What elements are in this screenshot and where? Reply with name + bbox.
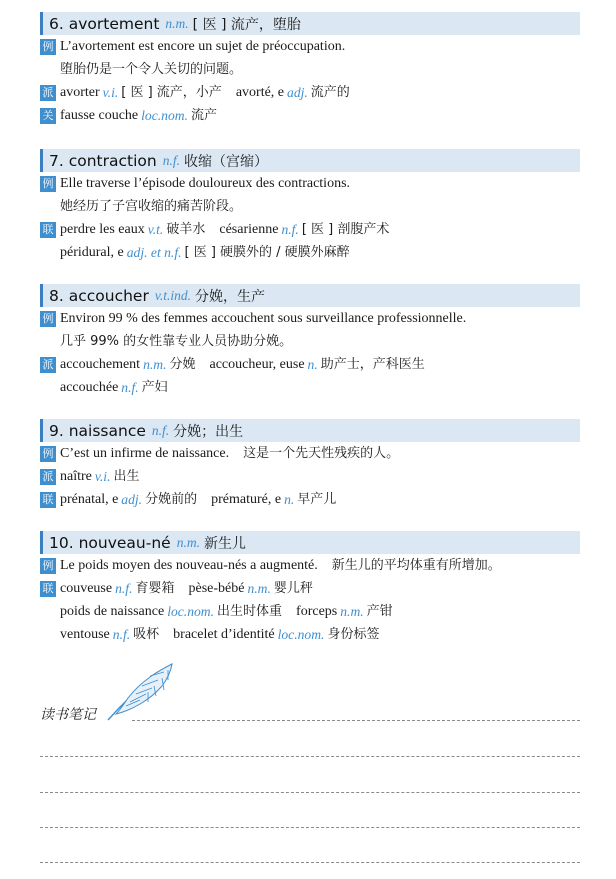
grammar-label: n.f. bbox=[112, 626, 131, 642]
grammar-label: loc.nom. bbox=[167, 603, 215, 619]
notes-line bbox=[40, 792, 580, 793]
chinese-text: 产妇 bbox=[141, 380, 168, 395]
entry-line bbox=[40, 195, 580, 218]
entry-line bbox=[40, 353, 580, 376]
line-tag: 例 bbox=[40, 558, 56, 574]
headword: 8. accoucher bbox=[49, 286, 149, 305]
grammar-label: n. bbox=[307, 356, 318, 372]
entry-header bbox=[40, 12, 580, 35]
entry-header bbox=[40, 284, 580, 307]
line-tag: 联 bbox=[40, 581, 56, 597]
entry-line bbox=[40, 307, 580, 330]
chinese-text: 破羊水 bbox=[166, 222, 206, 237]
grammar-label: v.i. bbox=[94, 468, 111, 484]
french-text: Environ 99 % des femmes accouchent sous surveillance professionnelle. bbox=[60, 310, 467, 326]
chinese-text: 分娩 bbox=[169, 357, 196, 372]
chinese-text: [ 医 ] 硬膜外的 / 硬膜外麻醉 bbox=[184, 245, 350, 260]
french-text: prénatal, e bbox=[60, 491, 119, 507]
chinese-text: 流产 bbox=[190, 108, 217, 123]
definition: [ 医 ] 流产，堕胎 bbox=[192, 16, 301, 33]
grammar-label: loc.nom. bbox=[141, 107, 188, 123]
entry-header bbox=[40, 419, 580, 442]
grammar-label: n.f. bbox=[115, 580, 133, 596]
grammar-label: n. bbox=[284, 491, 295, 507]
headword: 7. contraction bbox=[49, 151, 157, 170]
entry-line bbox=[40, 35, 580, 58]
chinese-text: 身份标签 bbox=[327, 627, 380, 642]
french-text: Elle traverse l’épisode douloureux des contractions. bbox=[60, 175, 351, 191]
headword: 10. nouveau-né bbox=[49, 533, 171, 552]
entry-line bbox=[40, 376, 580, 399]
french-text: couveuse bbox=[60, 580, 113, 596]
french-text: avorté, e bbox=[235, 84, 285, 100]
line-tag: 派 bbox=[40, 357, 56, 373]
grammar-label: adj. bbox=[287, 84, 308, 100]
chinese-text: 堕胎仍是一个令人关切的问题。 bbox=[60, 62, 243, 77]
entry-line bbox=[40, 442, 580, 465]
chinese-text: 育婴箱 bbox=[135, 581, 175, 596]
french-text: L’avortement est encore un sujet de préoccupation. bbox=[60, 38, 346, 54]
line-tag: 例 bbox=[40, 176, 56, 192]
notes-line bbox=[40, 756, 580, 757]
notes-line bbox=[40, 827, 580, 828]
chinese-text: 助产士，产科医生 bbox=[320, 357, 425, 372]
entry-header bbox=[40, 149, 580, 172]
french-text: accouchement bbox=[60, 356, 141, 372]
entry-line bbox=[40, 58, 580, 81]
french-text: fausse couche bbox=[60, 107, 139, 123]
definition: 收缩（宫缩） bbox=[183, 153, 268, 170]
french-text: Le poids moyen des nouveau-nés a augmenté. bbox=[60, 557, 318, 573]
french-text: avorter bbox=[60, 84, 100, 100]
entry-line bbox=[40, 465, 580, 488]
chinese-text: 几乎 99% 的女性靠专业人员协助分娩。 bbox=[60, 334, 293, 349]
part-of-speech: n.f. bbox=[151, 422, 170, 438]
chinese-text: [ 医 ] 流产，小产 bbox=[121, 85, 222, 100]
grammar-label: n.f. bbox=[281, 221, 299, 237]
entry bbox=[40, 149, 580, 264]
entry-line bbox=[40, 241, 580, 264]
french-text: naître bbox=[60, 468, 92, 484]
line-tag: 联 bbox=[40, 492, 56, 508]
french-text: accoucheur, euse bbox=[209, 356, 305, 372]
entry-line bbox=[40, 81, 580, 104]
entry-line bbox=[40, 623, 580, 646]
grammar-label: adj. bbox=[121, 491, 143, 507]
grammar-label: n.m. bbox=[340, 603, 364, 619]
french-text: accouchée bbox=[60, 379, 119, 395]
notes-line bbox=[40, 862, 580, 863]
entry-line bbox=[40, 488, 580, 511]
french-text: pèse-bébé bbox=[188, 580, 245, 596]
notes-title: 读书笔记 bbox=[40, 707, 96, 723]
french-text: prématuré, e bbox=[211, 491, 282, 507]
part-of-speech: v.t.ind. bbox=[154, 287, 191, 303]
part-of-speech: n.m. bbox=[165, 15, 189, 31]
part-of-speech: n.f. bbox=[162, 152, 180, 168]
headword: 9. naissance bbox=[49, 421, 146, 440]
chinese-text: 新生儿的平均体重有所增加。 bbox=[331, 558, 501, 573]
feather-icon bbox=[102, 660, 178, 724]
french-text: péridural, e bbox=[60, 244, 124, 260]
french-text: bracelet d’identité bbox=[173, 626, 275, 642]
chinese-text: 出生时体重 bbox=[217, 604, 283, 619]
french-text: C’est un infirme de naissance. bbox=[60, 445, 230, 461]
line-tag: 派 bbox=[40, 469, 56, 485]
line-tag: 联 bbox=[40, 222, 56, 238]
line-tag: 关 bbox=[40, 108, 56, 124]
french-text: césarienne bbox=[219, 221, 279, 237]
chinese-text: 分娩前的 bbox=[145, 492, 198, 507]
chinese-text: 这是一个先天性残疾的人。 bbox=[243, 446, 400, 461]
entry-line bbox=[40, 172, 580, 195]
line-tag: 例 bbox=[40, 446, 56, 462]
chinese-text: 早产儿 bbox=[297, 492, 337, 507]
entry-line bbox=[40, 330, 580, 353]
chinese-text: 她经历了子宫收缩的痛苦阶段。 bbox=[60, 199, 243, 214]
french-text: perdre les eaux bbox=[60, 221, 145, 237]
definition: 分娩，生产 bbox=[194, 288, 265, 305]
chinese-text: [ 医 ] 剖腹产术 bbox=[301, 222, 390, 237]
chinese-text: 流产的 bbox=[310, 85, 350, 100]
french-text: ventouse bbox=[60, 626, 110, 642]
entry-header bbox=[40, 531, 580, 554]
definition: 分娩；出生 bbox=[173, 423, 244, 440]
entry bbox=[40, 531, 580, 646]
chinese-text: 产钳 bbox=[366, 604, 393, 619]
line-tag: 例 bbox=[40, 39, 56, 55]
grammar-label: n.m. bbox=[143, 356, 167, 372]
entry-line bbox=[40, 218, 580, 241]
entry-line bbox=[40, 577, 580, 600]
grammar-label: v.t. bbox=[147, 221, 164, 237]
entry-line bbox=[40, 554, 580, 577]
entry-line bbox=[40, 600, 580, 623]
entry-line bbox=[40, 104, 580, 127]
grammar-label: loc.nom. bbox=[277, 626, 325, 642]
grammar-label: v.i. bbox=[102, 84, 119, 100]
grammar-label: n.f. bbox=[121, 379, 139, 395]
line-tag: 例 bbox=[40, 311, 56, 327]
definition: 新生儿 bbox=[203, 535, 246, 552]
french-text: forceps bbox=[296, 603, 338, 619]
entry bbox=[40, 284, 580, 399]
part-of-speech: n.m. bbox=[176, 534, 200, 550]
headword: 6. avortement bbox=[49, 14, 160, 33]
chinese-text: 吸杯 bbox=[133, 627, 160, 642]
notes-line bbox=[132, 720, 580, 721]
line-tag: 派 bbox=[40, 85, 56, 101]
entry bbox=[40, 419, 580, 511]
chinese-text: 婴儿秤 bbox=[273, 581, 313, 596]
french-text: poids de naissance bbox=[60, 603, 165, 619]
grammar-label: adj. et n.f. bbox=[126, 244, 182, 260]
entry bbox=[40, 12, 580, 127]
grammar-label: n.m. bbox=[247, 580, 271, 596]
chinese-text: 出生 bbox=[113, 469, 140, 484]
